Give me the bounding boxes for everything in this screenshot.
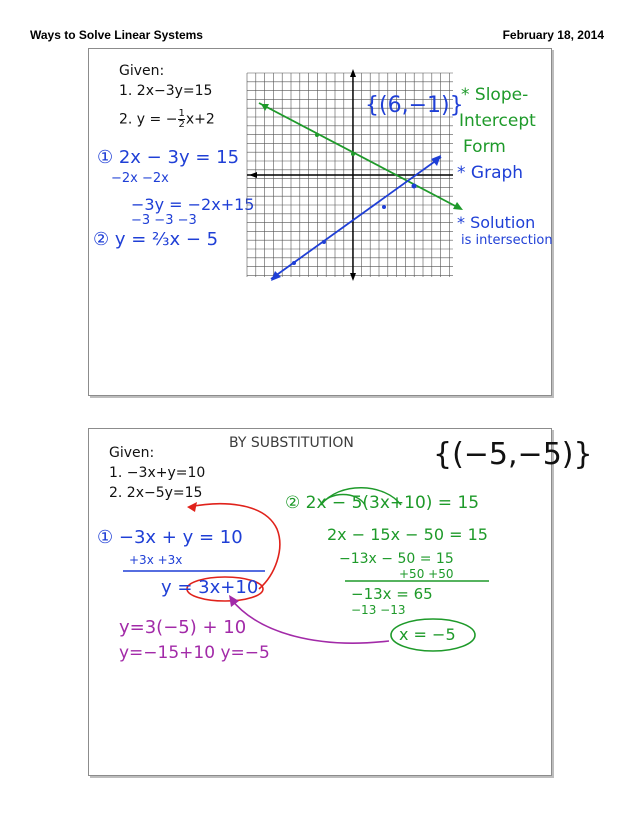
eq2-frac-den: 2 — [178, 119, 185, 130]
slide-substitution — [88, 428, 593, 776]
red-step-2: +3x +3x — [129, 553, 183, 567]
eq2-suffix: x+2 — [185, 111, 215, 128]
blue-step-4: −3 −3 −3 — [131, 213, 197, 228]
eq2-prefix: 2. y = − — [119, 111, 178, 128]
x-axis-arrow-left — [249, 172, 257, 178]
green-step-5: −13x = 65 — [351, 585, 433, 603]
given-label: Given: — [119, 63, 165, 79]
green-step-2: 2x − 15x − 50 = 15 — [327, 525, 488, 544]
red-step-1: ① −3x + y = 10 — [97, 527, 243, 548]
note-intercept: Intercept — [459, 111, 536, 131]
blue-point — [382, 205, 386, 209]
blue-step-2: −2x −2x — [111, 171, 169, 186]
solution-set: {(6,−1)} — [365, 93, 464, 118]
blue-step-3: −3y = −2x+15 — [131, 195, 255, 214]
blue-step-5: ② y = ⅔x − 5 — [93, 229, 219, 250]
blue-point — [322, 240, 326, 244]
red-step-3: y = 3x+10 — [161, 577, 259, 598]
given-eq1: 1. 2x−3y=15 — [119, 83, 213, 99]
blue-arrow-top — [431, 155, 441, 166]
green-point — [351, 152, 355, 156]
green-step-6: −13 −13 — [351, 603, 406, 617]
note-solution: * Solution — [457, 213, 536, 232]
method-title: BY SUBSTITUTION — [229, 435, 354, 451]
given-eq1-2: 1. −3x+y=10 — [109, 465, 206, 481]
green-step-1: ② 2x − 5(3x+10) = 15 — [285, 493, 480, 513]
annotation-svg — [89, 429, 551, 775]
intersection-point — [412, 184, 417, 189]
green-result: x = −5 — [399, 625, 456, 644]
green-point — [315, 133, 319, 137]
note-intersection: is intersection — [461, 233, 553, 248]
purple-step-2: y=−15+10 y=−5 — [119, 643, 270, 663]
note-slope: * Slope- — [461, 85, 529, 105]
purple-step-1: y=3(−5) + 10 — [119, 617, 247, 638]
green-step-4: +50 +50 — [399, 567, 454, 581]
blue-step-1: ① 2x − 3y = 15 — [97, 147, 240, 168]
slide-graphing — [88, 48, 552, 396]
given-eq2-2: 2. 2x−5y=15 — [109, 485, 203, 501]
page-date: February 18, 2014 — [502, 28, 604, 42]
green-step-3: −13x − 50 = 15 — [339, 551, 454, 567]
red-arrow — [187, 502, 197, 512]
note-form: Form — [463, 137, 506, 157]
y-axis-arrow-bottom — [350, 273, 356, 281]
blue-point — [292, 261, 296, 265]
green-line — [259, 103, 461, 209]
eq2-frac-num: 1 — [178, 108, 185, 119]
solution-set-2: {(−5,−5)} — [433, 437, 593, 472]
given-label-2: Given: — [109, 445, 155, 461]
note-graph: * Graph — [457, 163, 524, 183]
page-title: Ways to Solve Linear Systems — [30, 28, 203, 42]
